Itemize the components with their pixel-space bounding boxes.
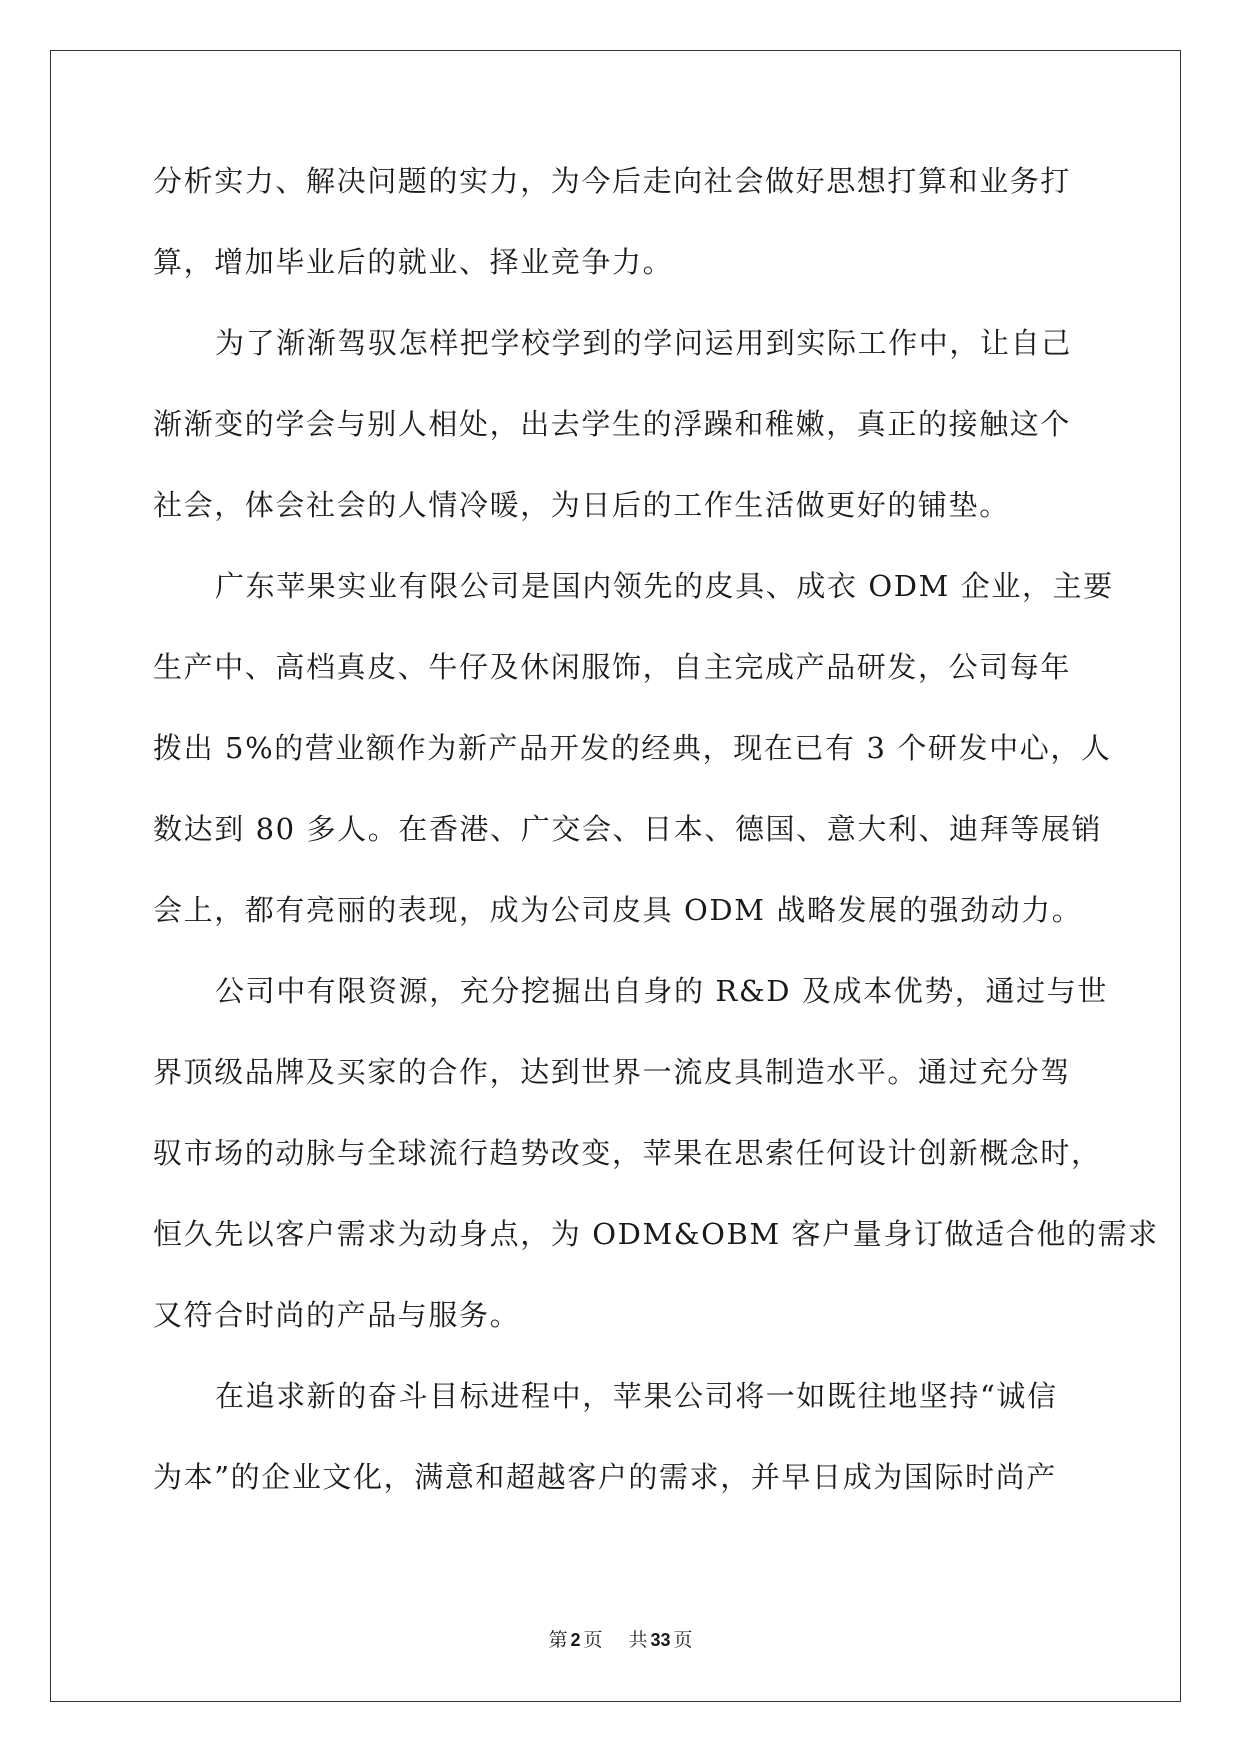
text-line: 又符合时尚的产品与服务。: [153, 1298, 521, 1332]
text-line: 算，增加毕业后的就业、择业竞争力。: [153, 245, 674, 279]
text-line: 分析实力、解决问题的实力，为今后走向社会做好思想打算和业务打: [153, 164, 1072, 198]
text-line: 界顶级品牌及买家的合作，达到世界一流皮具制造水平。通过充分驾: [153, 1055, 1072, 1089]
paragraph-start-line: 在追求新的奋斗目标进程中，苹果公司将一如既往地坚持“诚信: [215, 1379, 1058, 1413]
document-body: [153, 159, 1159, 1536]
page-number: 2: [570, 1630, 581, 1650]
text-line: 驭市场的动脉与全球流行趋势改变，苹果在思索任何设计创新概念时，: [153, 1136, 1102, 1170]
text-line: 渐渐变的学会与别人相处，出去学生的浮躁和稚嫩，真正的接触这个: [153, 407, 1072, 441]
total-prefix: 共: [628, 1629, 648, 1651]
page-footer: [0, 1625, 1241, 1652]
text-line: 恒久先以客户需求为动身点，为 ODM&OBM 客户量身订做适合他的需求: [153, 1217, 1159, 1251]
paragraph-start-line: 为了渐渐驾驭怎样把学校学到的学问运用到实际工作中，让自己: [215, 326, 1072, 360]
paragraph-start-line: 广东苹果实业有限公司是国内领先的皮具、成衣 ODM 企业，主要: [215, 569, 1114, 603]
text-line: 社会，体会社会的人情冷暖，为日后的工作生活做更好的铺垫。: [153, 488, 1010, 522]
text-line: 拨出 5%的营业额作为新产品开发的经典，现在已有 3 个研发中心，人: [153, 731, 1112, 765]
total-suffix: 页: [673, 1629, 693, 1651]
paragraph-start-line: 公司中有限资源，充分挖掘出自身的 R&D 及成本优势，通过与世: [215, 974, 1108, 1008]
text-line: 生产中、高档真皮、牛仔及休闲服饰，自主完成产品研发，公司每年: [153, 650, 1072, 684]
page-prefix: 第: [548, 1629, 568, 1651]
page-suffix: 页: [583, 1629, 603, 1651]
text-line: 会上，都有亮丽的表现，成为公司皮具 ODM 战略发展的强劲动力。: [153, 893, 1083, 927]
total-pages: 33: [650, 1630, 671, 1650]
text-line: 为本”的企业文化，满意和超越客户的需求，并早日成为国际时尚产: [153, 1460, 1057, 1494]
text-line: 数达到 80 多人。在香港、广交会、日本、德国、意大利、迪拜等展销: [153, 812, 1103, 846]
